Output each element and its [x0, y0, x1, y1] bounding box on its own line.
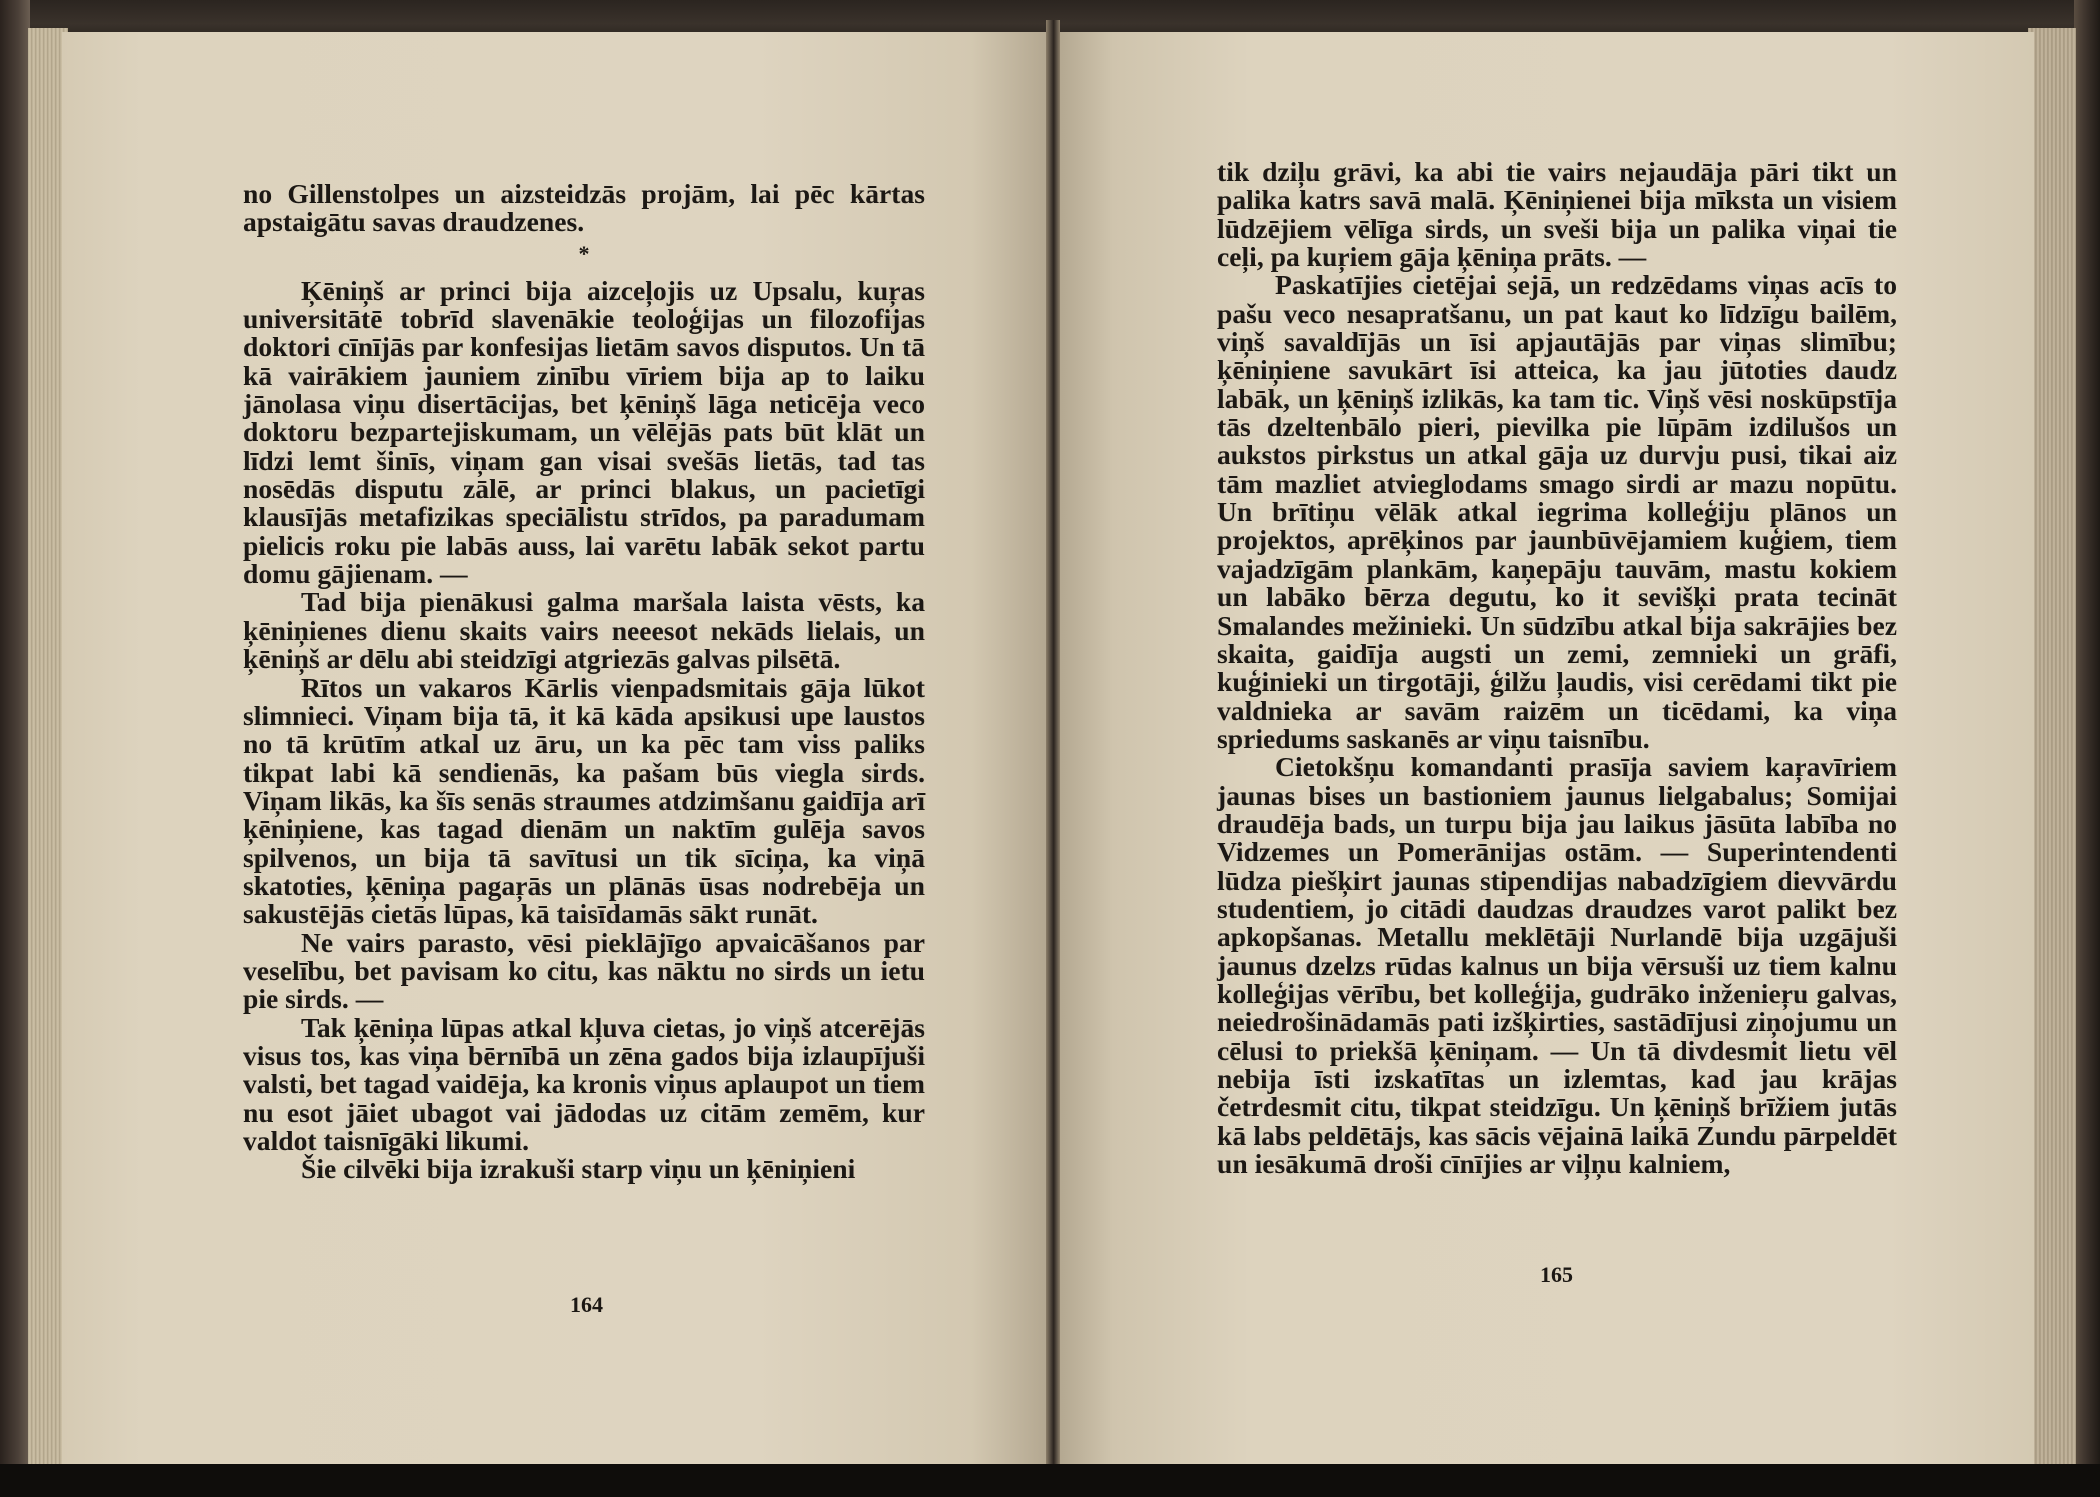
paragraph: Cietokšņu komandanti prasīja saviem kaŗavīriem jaunas bises un bastioniem jaunus lielgabalus; Somijai draudēja bads, un turpu bija jau laikus jāsūta labība no Vidzemes un Pomerānijas ostām. — Superintendenti lūdza piešķirt jaunas stipendijas nabadzīgiem dievvārdu studentiem, jo citādi daudzas draudzes varot palikt bez apkopšanas. Metallu meklētāji Nurlandē bija uzgājuši jaunus dzelzs rūdas kalnus un bija vērsuši uz tiem kalnu kolleģijas vērību, bet kolleģija, gudrāko inženieŗu galvas, neiedrošinādamās pati izšķirties, sastādījusi ziņojumu un cēlusi to priekšā ķēniņam. — Un tā divdesmit lietu vēl nebija īsti izskatītas un izlemtas, kad jau krājas četrdesmit citu, tikpat steidzīgu. Un ķēniņš brīžiem jutās kā labs peldētājs, kas sācis vējainā laikā Zundu pārpeldēt un iesākumā droši cīnījies ar viļņu kalniem,: [1217, 751, 1897, 1180]
left-page-text: [243, 180, 925, 1184]
page-stack-right: [2028, 28, 2076, 1468]
paragraph: Rītos un vakaros Kārlis vienpadsmitais gāja lūkot slimnieci. Viņam bija tā, it kā kāda apsikusi upe laustos no tā krūtīm atkal uz āru, un ka pēc tam viss paliks tikpat labi kā sendienās, ka pašam būs viegla sirds. Viņam likās, ka šīs senās straumes atdzimšanu gaidīja arī ķēniņiene, kas tagad dienām un naktīm gulēja savos spilvenos, un bija tā savītusi un tik sīciņa, ka viņā skatoties, ķēniņa pagaŗās un plānās ūsas nodrebēja un sakustējās cietās lūpas, kā taisīdamās sākt runāt.: [243, 671, 925, 930]
page-number-right: 165: [1540, 1262, 1573, 1287]
section-separator: *: [578, 240, 590, 266]
paragraph: Paskatījies cietējai sejā, un redzēdams viņas acīs to pašu veco nesapratšanu, un pat kaut ko līdzīgu bailēm, viņš savaldījās un īsi apjautājās par viņas slimību; ķēniņiene savukārt īsi atteica, ka jau jūtoties daudz labāk, un ķēniņš izlikās, ka tam tic. Viņš vēsi noskūpstīja tās dzeltenbālo pieri, pievilka pie lūpām izdilušos un aukstos pirkstus un atkal gāja uz durvju pusi, tikai aiz tām mazliet atvieglodams smago sirdi ar mazu nopūtu. Un brītiņu vēlāk atkal iegrima kolleģiju plānos un projektos, aprēķinos par jaunbūvējamiem kuģiem, tiem vajadzīgām plankām, kaņepāju tauvām, mastu kokiem un labāko bērza degutu, ko it sevišķi prata tecināt Smalandes mežinieki. Un sūdzību atkal bija sakrājies bez skaita, gaidīja augsti un zemi, zemnieki un grāfi, kuģinieki un tirgotāji, ģilžu ļaudis, visi cerēdami tikt pie valdnieka ar savām raizēm un ticēdami, ka viņa spriedums saskanēs ar viņu taisnību.: [1217, 269, 1897, 754]
right-page-text: [1217, 158, 1897, 1178]
paragraph: Tad bija pienākusi galma maršala laista vēsts, ka ķēniņienes dienu skaits vairs neeesot nekāds lielais, un ķēniņš ar dēlu abi steidzīgi atgriezās galvas pilsētā.: [243, 586, 925, 675]
paragraph: tik dziļu grāvi, ka abi tie vairs nejaudāja pāri tikt un palika katrs savā malā. Ķēniņienei bija mīksta un visiem lūdzējiem vēlīga sirds, un sveši bija un palika viņai tie ceļi, pa kuŗiem gāja ķēniņa prāts. —: [1217, 156, 1897, 273]
book-cover-left-edge: [0, 0, 30, 1497]
background-bottom: [0, 1464, 2100, 1497]
paragraph: no Gillenstolpes un aizsteidzās projām, lai pēc kārtas apstaigātu savas draudzenes.: [243, 178, 925, 238]
book-gutter: [1046, 20, 1060, 1470]
paragraph: Ķēniņš ar princi bija aizceļojis uz Upsalu, kuŗas universitātē tobrīd slavenākie teoloģijas un filozofijas doktori cīnījās par konfesijas lietām savos disputos. Un tā kā vairākiem jauniem zinību vīriem bija ap to laiku jānolasa viņu disertācijas, bet ķēniņš lāga neticēja veco doktoru bezpartejiskumam, un vēlējās pats būt klāt un līdzi lemt šinīs, viņam gan visai svešās lietās, tad tas nosēdās disputu zālē, ar princi blakus, un pacietīgi klausījās metafizikas speciālistu strīdos, pa paradumam pielicis roku pie labās auss, lai varētu labāk sekot partu domu gājienam. —: [243, 274, 925, 590]
paragraph: Tak ķēniņa lūpas atkal kļuva cietas, jo viņš atcerējās visus tos, kas viņa bērnībā un zēna gados bija izlaupījuši valsti, bet tagad vaidēja, ka kronis viņus aplaupot un tiem nu esot jāiet ubagot vai jādodas uz citām zemēm, kur valdot taisnīgāki likumi.: [243, 1011, 925, 1156]
page-number-left: 164: [570, 1292, 603, 1317]
paragraph: Ne vairs parasto, vēsi pieklājīgo apvaicāšanos par veselību, bet pavisam ko citu, kas nāktu no sirds un ietu pie sirds. —: [243, 926, 925, 1015]
paragraph: Šie cilvēki bija izrakuši starp viņu un ķēniņieni: [301, 1153, 856, 1185]
book-cover-right-edge: [2074, 0, 2100, 1497]
